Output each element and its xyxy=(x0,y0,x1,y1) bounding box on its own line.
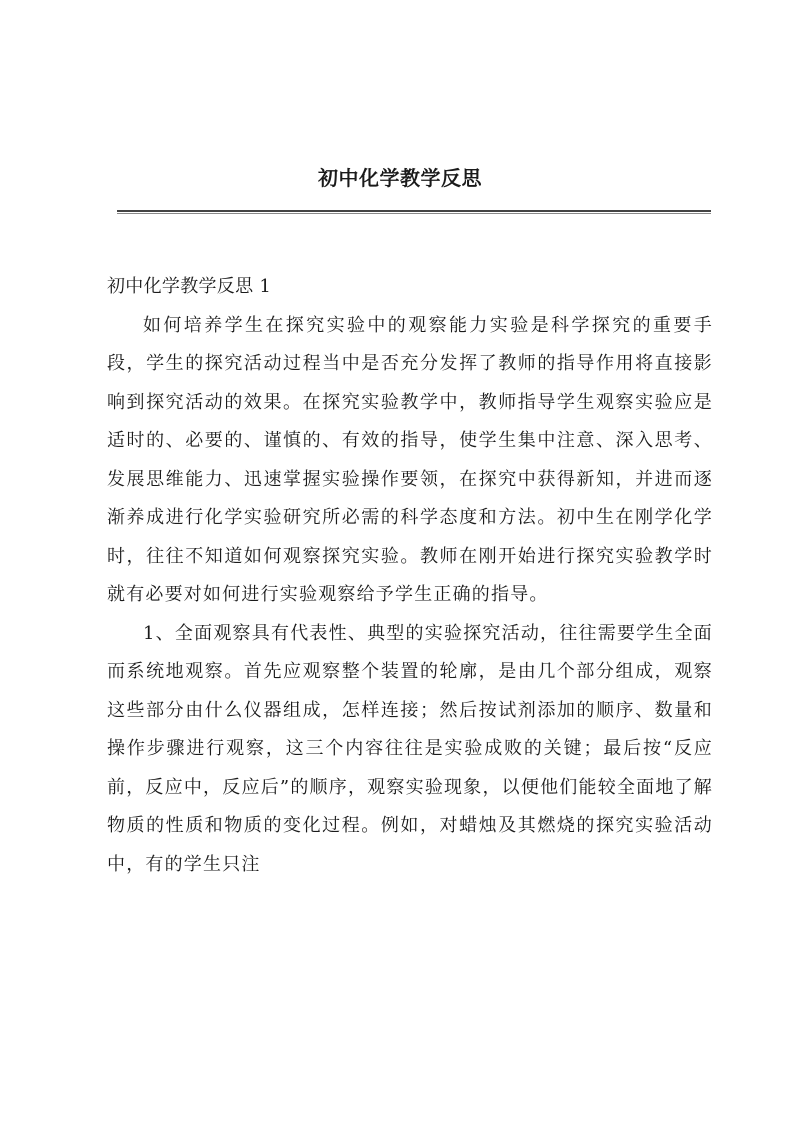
section-heading: 初中化学教学反思 1 xyxy=(107,276,272,297)
document-title: 初中化学教学反思 xyxy=(318,166,482,190)
paragraph-intro: 如何培养学生在探究实验中的观察能力实验是科学探究的重要手段，学生的探究活动过程当中是否充分发挥了教师的指导作用将直接影响到探究活动的效果。在探究实验教学中，教师指导学生观察实验应是适时的、必要的、谨慎的、有效的指导，使学生集中注意、深入思考、发展思维能力、迅速掌握实验操作要领，在探究中获得新知，并进而逐渐养成进行化学实验研究所必需的科学态度和方法。初中生在刚学化学时，往往不知道如何观察探究实验。教师在刚开始进行探究实验教学时就有必要对如何进行实验观察给予学生正确的指导。 xyxy=(107,314,713,605)
title-divider xyxy=(117,210,711,214)
paragraph-point-1: 1、全面观察具有代表性、典型的实验探究活动，往往需要学生全面而系统地观察。首先应观察整个装置的轮廓，是由几个部分组成，观察这些部分由什么仪器组成，怎样连接；然后按试剂添加的顺序、数量和操作步骤进行观察，这三个内容往往是实验成败的关键；最后按“反应前，反应中，反应后”的顺序，观察实验现象，以便他们能较全面地了解物质的性质和物质的变化过程。例如，对蜡烛及其燃烧的探究实验活动中，有的学生只注 xyxy=(107,622,713,875)
document-body xyxy=(107,268,713,884)
